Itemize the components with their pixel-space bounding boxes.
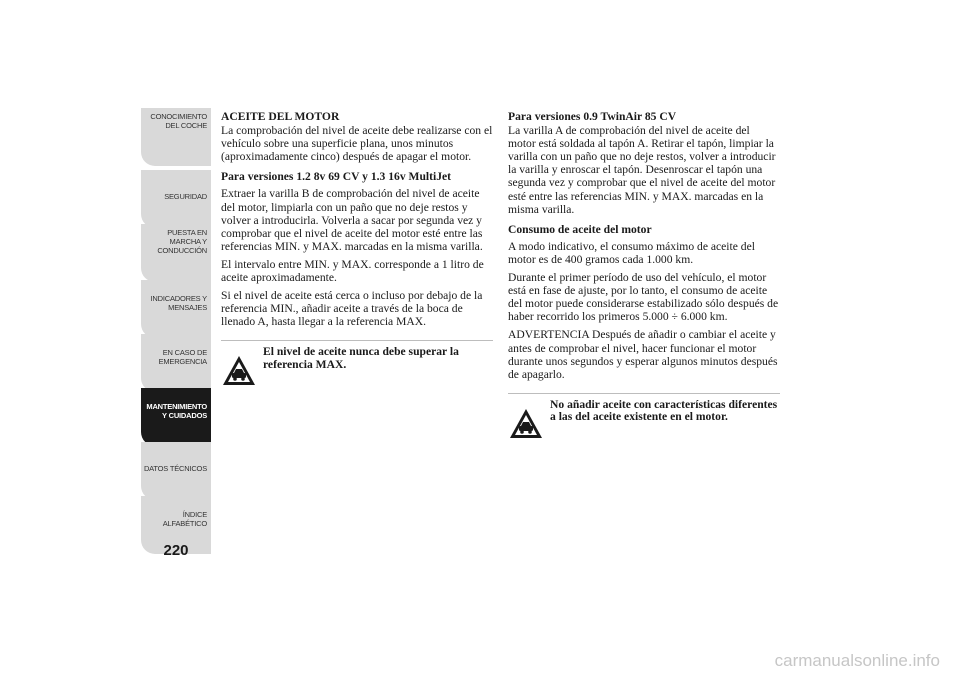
warning-triangle-icon [221,353,257,389]
tab-conocimiento-del-coche[interactable] [141,108,211,166]
paragraph: Durante el primer período de uso del vehículo, el motor está en fase de ajuste, por lo tanto, el consumo de aceite del motor puede considerarse estabilizado sólo después de haber recorrido los primeros 5.000 ÷ 6.000 km. [508,271,779,324]
warning-box [221,340,493,389]
paragraph: La varilla A de comprobación del nivel de aceite del motor está soldada al tapón A. Retirar el tapón, limpiar la varilla con un paño que no deje restos, volver a introducir la varilla y enroscar el tapón. Desenroscar el tapón una segunda vez y comprobar que el nivel de aceite del motor esté entre las referencias MIN. y MAX. marcadas en la misma varilla. [508,124,776,216]
paragraph: Si el nivel de aceite está cerca o incluso por debajo de la referencia MIN., añadir aceite a través de la boca de llenado A, hasta llegar a la referencia MAX. [221,289,483,329]
warning-box [508,393,780,442]
advertencia-paragraph: ADVERTENCIA Después de añadir o cambiar el aceite y antes de comprobar el nivel, hacer funcionar el motor durante unos segundos y esperar algunos minutos después de apagarlo. [508,328,778,381]
tab-label: ÍNDICE ALFABÉTICO [162,510,207,528]
intro-paragraph: La comprobación del nivel de aceite debe realizarse con el vehículo sobre una superficie plana, unos minutos (aproximadamente cinco) después de apagar el motor. [221,124,493,164]
watermark: carmanualsonline.info [774,651,940,670]
tab-label: PUESTA EN MARCHA Y CONDUCCIÓN [157,228,207,255]
tab-label: CONOCIMIENTO DEL COCHE [150,112,207,130]
warning-triangle-icon [508,406,544,442]
version-heading: Para versiones 1.2 8v 69 CV y 1.3 16v MultiJet [221,170,452,184]
paragraph: Extraer la varilla B de comprobación del nivel de aceite del motor, limpiarla con un paño que no deje restos y volver a introducirla. Volverla a sacar por segunda vez y comprobar que el nivel de aceite del motor esté entre las referencias MIN. y MAX. marcadas en la misma varilla. [221,187,483,253]
right-column [508,110,780,442]
chapter-sidebar [141,108,211,538]
section-title: ACEITE DEL MOTOR [221,110,340,123]
version-heading: Para versiones 0.9 TwinAir 85 CV [508,110,677,123]
tab-label: INDICADORES Y MENSAJES [150,294,207,312]
left-column [221,110,493,389]
tab-datos-tecnicos[interactable] [141,442,211,500]
tab-label: SEGURIDAD [164,192,207,201]
subsection-heading: Consumo de aceite del motor [508,222,652,236]
tab-mantenimiento-cuidados[interactable] [141,388,211,446]
paragraph: El intervalo entre MIN. y MAX. corresponde a 1 litro de aceite aproximadamente. [221,257,484,285]
paragraph: A modo indicativo, el consumo máximo de aceite del motor es de 400 gramos cada 1.000 km. [508,239,755,266]
warning-text: No añadir aceite con características diferentes a las del aceite existente en el motor. [550,397,778,424]
tab-puesta-en-marcha[interactable] [141,224,211,282]
page-number: 220 [163,542,189,559]
tab-en-caso-de-emergencia[interactable] [141,334,211,392]
warning-text: El nivel de aceite nunca debe superar la referencia MAX. [263,345,459,371]
tab-label: MANTENIMIENTO Y CUIDADOS [146,402,207,420]
tab-indicadores-mensajes[interactable] [141,280,211,338]
tab-seguridad[interactable] [141,170,211,228]
tab-label: DATOS TÉCNICOS [143,464,207,473]
tab-label: EN CASO DE EMERGENCIA [158,348,207,366]
